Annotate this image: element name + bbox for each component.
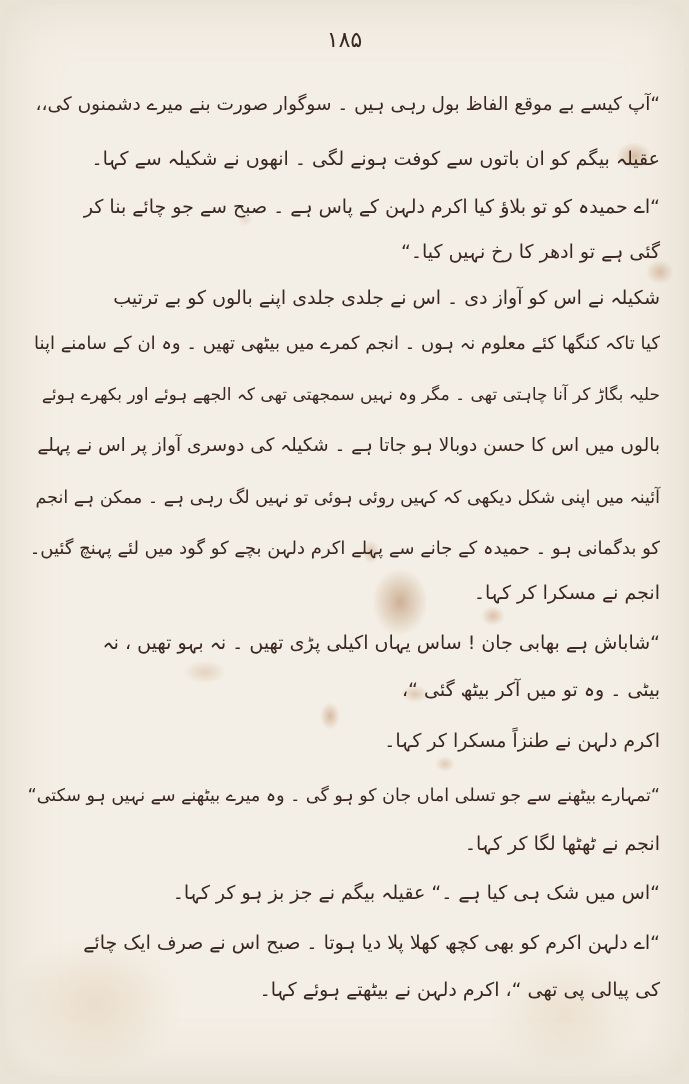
text-line: عقیلہ بیگم کو ان باتوں سے کوفت ہونے لگی ۔ انھوں نے شکیلہ سے کہا۔ <box>91 148 660 170</box>
text-line: کی پیالی پی تھی “، اکرم دلہن نے بیٹھتے ہوئے کہا۔ <box>259 979 660 1001</box>
text-line: “تمہارے بیٹھنے سے جو تسلی اماں جان کو ہو گی ۔ وہ میرے بیٹھنے سے نہیں ہو سکتی“ <box>27 786 660 806</box>
text-line: “شاباش ہے بھابی جان ! ساس یہاں اکیلی پڑی تھیں ۔ نہ بہو تھیں ، نہ <box>102 632 660 654</box>
text-line: بالوں میں اس کا حسن دوبالا ہو جاتا ہے ۔ شکیلہ کی دوسری آواز پر اس نے پہلے <box>37 435 660 456</box>
text-line: آئینہ میں اپنی شکل دیکھی کہ کہیں روئی ہوئی تو نہیں لگ رہی ہے ۔ ممکن ہے انجم <box>35 488 660 508</box>
text-line: “اے حمیدہ کو تو بلاؤ کیا اکرم دلہن کے پاس ہے ۔ صبح سے جو چائے بنا کر <box>83 196 660 218</box>
text-line: انجم نے ٹھٹھا لگا کر کہا۔ <box>464 833 660 855</box>
text-line: “اے دلہن اکرم کو بھی کچھ کھلا پلا دیا ہوتا ۔ صبح اس نے صرف ایک چائے <box>83 932 660 954</box>
text-line: حلیہ بگاڑ کر آنا چاہتی تھی ۔ مگر وہ نہیں سمجھتی تھی کہ الجھے ہوئے اور بکھرے ہوئے <box>41 385 660 405</box>
text-line: بیٹی ۔ وہ تو میں آکر بیٹھ گئی “، <box>402 679 660 701</box>
text-line: اکرم دلہن نے طنزاً مسکرا کر کہا۔ <box>384 730 660 752</box>
text-line: شکیلہ نے اس کو آواز دی ۔ اس نے جلدی جلدی اپنے بالوں کو بے ترتیب <box>113 287 660 309</box>
text-line: “اس میں شک ہی کیا ہے ۔“ عقیلہ بیگم نے جز بز ہو کر کہا۔ <box>172 882 660 904</box>
text-line: انجم نے مسکرا کر کہا۔ <box>473 582 660 604</box>
book-page <box>5 4 684 1076</box>
text-line: گئی ہے تو ادھر کا رخ نہیں کیا۔“ <box>401 241 660 263</box>
text-line: “آپ کیسے بے موقع الفاظ بول رہی ہیں ۔ سوگوار صورت بنے میرے دشمنوں کی،، <box>35 94 660 115</box>
text-line: کیا تاکہ کنگھا کئے معلوم نہ ہوں ۔ انجم کمرے میں بیٹھی تھیں ۔ وہ ان کے سامنے اپنا <box>34 333 660 354</box>
page-number: ۱۸۵ <box>326 28 363 53</box>
text-line: کو بدگمانی ہو ۔ حمیدہ کے جانے سے پہلے اکرم دلہن بچے کو گود میں لئے پہنچ گئیں۔ <box>29 538 660 559</box>
